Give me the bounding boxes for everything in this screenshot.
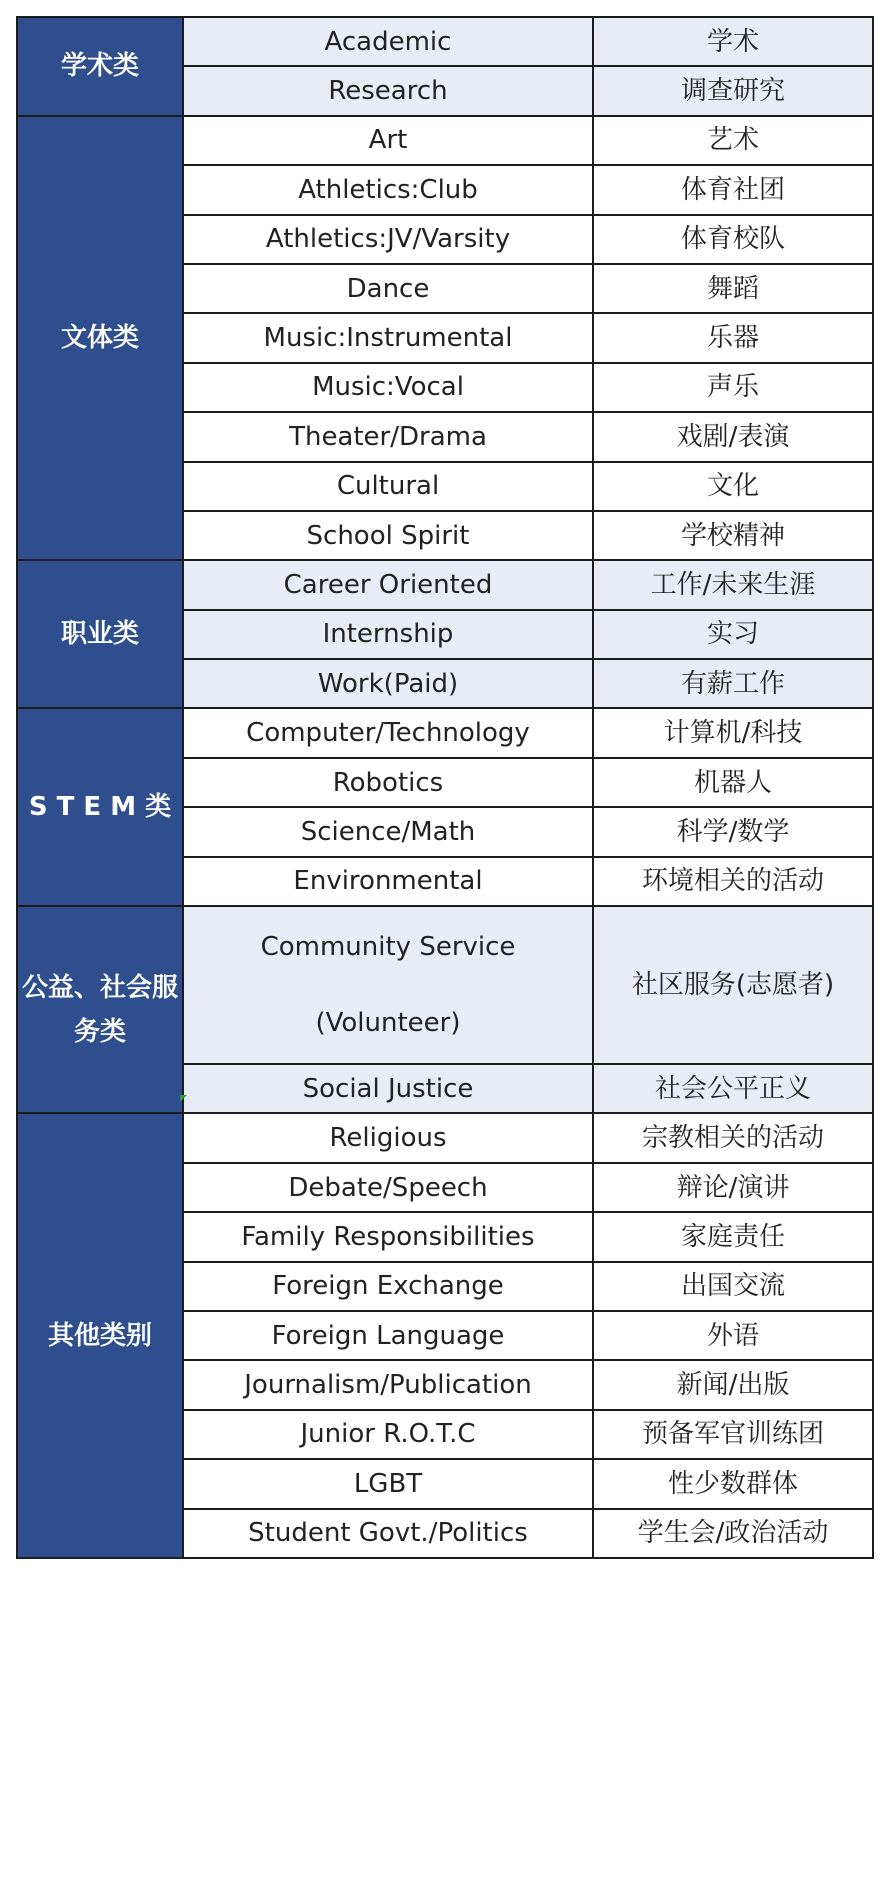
english-activity-cell: Journalism/Publication [183,1360,593,1409]
english-activity-cell: Athletics:JV/Varsity [183,215,593,264]
english-activity-cell: Research [183,66,593,115]
english-activity-cell: Religious [183,1113,593,1162]
english-activity-cell: Career Oriented [183,560,593,609]
chinese-activity-cell: 学校精神 [593,511,873,560]
activity-category-table [16,16,874,1559]
chinese-activity-cell: 机器人 [593,758,873,807]
english-activity-cell: Environmental [183,857,593,906]
english-activity-line: (Volunteer) [315,1008,461,1039]
english-activity-cell: Family Responsibilities [183,1212,593,1261]
english-activity-cell: Athletics:Club [183,165,593,214]
category-label: 文体类 [17,116,183,561]
table-body [17,17,873,1558]
table-row [17,116,873,165]
english-activity-cell: LGBT [183,1459,593,1508]
chinese-activity-cell: 有薪工作 [593,659,873,708]
line-gap [188,962,588,1008]
category-label: 职业类 [17,560,183,708]
chinese-activity-cell: 文化 [593,462,873,511]
table-row [17,708,873,757]
english-activity-cell: Music:Instrumental [183,313,593,362]
english-activity-cell: Dance [183,264,593,313]
chinese-activity-cell: 乐器 [593,313,873,362]
chinese-activity-cell: 体育社团 [593,165,873,214]
chinese-activity-cell: 舞蹈 [593,264,873,313]
category-label: 其他类别 [17,1113,183,1558]
chinese-activity-cell: 计算机/科技 [593,708,873,757]
chinese-activity-cell: 工作/未来生涯 [593,560,873,609]
english-activity-cell: Debate/Speech [183,1163,593,1212]
chinese-activity-cell: 科学/数学 [593,807,873,856]
english-activity-line: Community Service [260,932,516,963]
cell-corner-marker [180,1095,187,1102]
chinese-activity-cell: 环境相关的活动 [593,857,873,906]
english-activity-cell: Internship [183,610,593,659]
table-row [17,1113,873,1162]
chinese-activity-cell: 学生会/政治活动 [593,1509,873,1558]
chinese-activity-cell: 外语 [593,1311,873,1360]
chinese-activity-cell: 声乐 [593,363,873,412]
english-activity-cell: Science/Math [183,807,593,856]
english-activity-cell: Robotics [183,758,593,807]
chinese-activity-cell: 体育校队 [593,215,873,264]
table-row [17,17,873,66]
english-activity-cell: Art [183,116,593,165]
chinese-activity-cell: 戏剧/表演 [593,412,873,461]
chinese-activity-cell: 性少数群体 [593,1459,873,1508]
chinese-activity-cell: 学术 [593,17,873,66]
english-activity-cell: Academic [183,17,593,66]
chinese-activity-cell: 社会公平正义 [593,1064,873,1113]
table-row [17,906,873,1064]
category-label: S T E M 类 [17,708,183,906]
english-activity-cell: Foreign Exchange [183,1262,593,1311]
chinese-activity-cell: 宗教相关的活动 [593,1113,873,1162]
chinese-activity-cell: 辩论/演讲 [593,1163,873,1212]
category-label: 公益、社会服务类 [17,906,183,1113]
chinese-activity-cell: 调查研究 [593,66,873,115]
chinese-activity-cell: 艺术 [593,116,873,165]
english-activity-cell: Theater/Drama [183,412,593,461]
category-label: 学术类 [17,17,183,116]
english-activity-cell: Student Govt./Politics [183,1509,593,1558]
chinese-activity-cell: 家庭责任 [593,1212,873,1261]
chinese-activity-cell: 实习 [593,610,873,659]
chinese-activity-cell: 预备军官训练团 [593,1410,873,1459]
chinese-activity-cell: 社区服务(志愿者) [593,906,873,1064]
english-activity-cell: Work(Paid) [183,659,593,708]
chinese-activity-cell: 出国交流 [593,1262,873,1311]
english-activity-cell: Cultural [183,462,593,511]
english-activity-cell: Junior R.O.T.C [183,1410,593,1459]
english-activity-cell: Foreign Language [183,1311,593,1360]
english-activity-cell: Music:Vocal [183,363,593,412]
english-activity-cell: School Spirit [183,511,593,560]
chinese-activity-cell: 新闻/出版 [593,1360,873,1409]
table-row [17,560,873,609]
english-activity-cell: Social Justice [183,1064,593,1113]
english-activity-cell: Computer/Technology [183,708,593,757]
english-activity-cell [183,906,593,1064]
